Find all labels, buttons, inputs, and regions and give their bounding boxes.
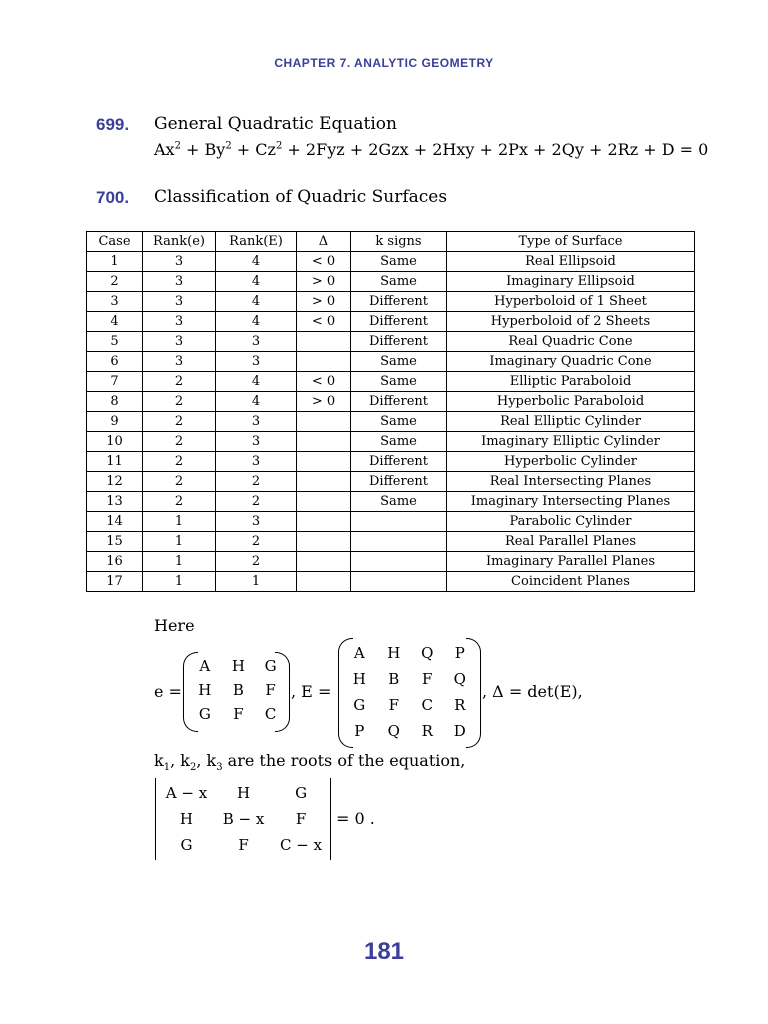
table-row <box>87 532 695 552</box>
table-row <box>87 392 695 412</box>
table-cell: 3 <box>143 252 216 272</box>
table-cell: < 0 <box>297 312 351 332</box>
table-cell: 16 <box>87 552 143 572</box>
table-cell: 8 <box>87 392 143 412</box>
table-cell: Same <box>351 272 447 292</box>
determinant-entry: G <box>295 784 308 802</box>
table-cell <box>297 412 351 432</box>
table-cell: 4 <box>216 252 297 272</box>
E-label: , E = <box>291 682 332 701</box>
table-cell: Hyperboloid of 2 Sheets <box>447 312 695 332</box>
page-number: 181 <box>363 938 405 965</box>
chapter-header: CHAPTER 7. ANALYTIC GEOMETRY <box>274 56 494 70</box>
table-cell: 2 <box>143 392 216 412</box>
table-cell: Parabolic Cylinder <box>447 512 695 532</box>
table-cell: 1 <box>143 512 216 532</box>
table-cell: 3 <box>216 512 297 532</box>
matrix-entry: R <box>421 722 433 740</box>
table-row <box>87 492 695 512</box>
table-cell: 5 <box>87 332 143 352</box>
matrix-entry: C <box>421 696 433 714</box>
table-cell: 2 <box>216 552 297 572</box>
determinant-entry: A − x <box>165 784 208 802</box>
table-cell: 15 <box>87 532 143 552</box>
table-cell: 11 <box>87 452 143 472</box>
table-cell: Real Parallel Planes <box>447 532 695 552</box>
table-cell: 12 <box>87 472 143 492</box>
matrix-entry: H <box>198 681 212 699</box>
table-cell: 1 <box>216 572 297 592</box>
table-cell: 3 <box>216 432 297 452</box>
table-cell: 4 <box>87 312 143 332</box>
table-cell: Imaginary Parallel Planes <box>447 552 695 572</box>
matrix-entry: A <box>199 657 211 675</box>
column-header: k signs <box>351 232 447 252</box>
table-cell: 2 <box>216 492 297 512</box>
table-cell: Imaginary Quadric Cone <box>447 352 695 372</box>
table-cell: 2 <box>143 492 216 512</box>
table-cell <box>297 352 351 372</box>
table-cell: 14 <box>87 512 143 532</box>
quadratic-equation: $Ax^2 + By^2 + Cz^2 + 2Fyz + 2Gzx + 2Hxy + 2Px + 2Qy + 2Rz + D = 0$ <box>154 140 709 159</box>
table-cell: 2 <box>143 412 216 432</box>
matrix-row <box>342 640 476 666</box>
section-number-700: 700. <box>96 188 130 207</box>
table-cell <box>297 332 351 352</box>
table-cell: 3 <box>87 292 143 312</box>
table-cell: Imaginary Elliptic Cylinder <box>447 432 695 452</box>
matrix-entry: H <box>352 670 366 688</box>
table-row <box>87 312 695 332</box>
table-cell: Real Elliptic Cylinder <box>447 412 695 432</box>
determinant-entry: G <box>180 836 193 854</box>
column-header: Δ <box>297 232 351 252</box>
table-cell: Coincident Planes <box>447 572 695 592</box>
matrix-row <box>342 666 476 692</box>
table-cell: 4 <box>216 312 297 332</box>
table-cell: Different <box>351 312 447 332</box>
table-cell <box>297 432 351 452</box>
table-row <box>87 352 695 372</box>
matrix-entry: H <box>231 657 245 675</box>
table-cell: Same <box>351 252 447 272</box>
section-title-699: General Quadratic Equation <box>154 114 397 134</box>
determinant-entry: H <box>237 784 251 802</box>
table-cell <box>297 572 351 592</box>
matrix-entry: B <box>388 670 400 688</box>
table-cell: Same <box>351 432 447 452</box>
table-cell: Real Quadric Cone <box>447 332 695 352</box>
determinant-bar-left <box>155 778 156 860</box>
table-cell: Different <box>351 392 447 412</box>
table-cell: > 0 <box>297 392 351 412</box>
table-cell: 3 <box>143 292 216 312</box>
matrix-entry: Q <box>387 722 400 740</box>
matrix-row <box>188 678 286 702</box>
table-cell: 2 <box>87 272 143 292</box>
matrix-row <box>342 692 476 718</box>
table-row <box>87 252 695 272</box>
table-cell: Elliptic Paraboloid <box>447 372 695 392</box>
table-cell: 3 <box>216 452 297 472</box>
column-header: Rank(E) <box>216 232 297 252</box>
table-cell <box>297 492 351 512</box>
determinant-bar-right <box>330 778 331 860</box>
matrix-entry: F <box>388 696 399 714</box>
table-cell: 3 <box>143 312 216 332</box>
table-cell: Same <box>351 352 447 372</box>
table-cell <box>297 512 351 532</box>
table-cell: 3 <box>143 352 216 372</box>
table-cell: 4 <box>216 392 297 412</box>
table-cell: 2 <box>143 372 216 392</box>
table-cell: 2 <box>216 532 297 552</box>
matrix-entry: H <box>387 644 401 662</box>
matrix-entry: F <box>233 705 244 723</box>
table-row <box>87 512 695 532</box>
table-cell: Hyperbolic Paraboloid <box>447 392 695 412</box>
matrix-entry: G <box>353 696 366 714</box>
table-cell: > 0 <box>297 292 351 312</box>
table-cell: Different <box>351 292 447 312</box>
matrix-entry: Q <box>453 670 466 688</box>
table-cell: Different <box>351 452 447 472</box>
table-row <box>87 332 695 352</box>
matrix-entry: F <box>422 670 433 688</box>
table-cell: 3 <box>216 412 297 432</box>
table-cell <box>351 532 447 552</box>
determinant-matrix <box>158 780 330 858</box>
table-row <box>87 472 695 492</box>
table-cell: Imaginary Intersecting Planes <box>447 492 695 512</box>
table-row <box>87 572 695 592</box>
matrix-row <box>188 654 286 678</box>
table-cell: Same <box>351 492 447 512</box>
right-paren <box>466 638 481 748</box>
delta-definition: , Δ = det(E), <box>482 682 583 701</box>
determinant-entry: F <box>295 810 307 828</box>
roots-statement: $k_1$, $k_2$, $k_3$ are the roots of the equation, <box>154 751 466 774</box>
matrix-entry: F <box>265 681 276 699</box>
table-cell: 4 <box>216 372 297 392</box>
table-cell: Hyperboloid of 1 Sheet <box>447 292 695 312</box>
table-header-row <box>87 232 695 252</box>
column-header: Rank(e) <box>143 232 216 252</box>
matrix-entry: Q <box>421 644 434 662</box>
matrix-row <box>158 832 330 858</box>
table-cell <box>297 532 351 552</box>
matrix-entry: P <box>354 722 365 740</box>
determinant-entry: H <box>179 810 194 828</box>
table-cell: 1 <box>87 252 143 272</box>
right-paren <box>275 652 290 732</box>
matrix-row <box>342 718 476 744</box>
table-cell: 3 <box>143 272 216 292</box>
matrix-entry: C <box>264 705 277 723</box>
table-row <box>87 452 695 472</box>
table-cell: 2 <box>143 452 216 472</box>
E-matrix <box>342 640 476 744</box>
matrix-row <box>158 780 330 806</box>
table-row <box>87 272 695 292</box>
table-row <box>87 412 695 432</box>
table-row <box>87 372 695 392</box>
determinant-rhs: = 0 . <box>336 809 375 828</box>
table-cell: < 0 <box>297 372 351 392</box>
table-row <box>87 432 695 452</box>
table-cell: 1 <box>143 572 216 592</box>
table-cell: Hyperbolic Cylinder <box>447 452 695 472</box>
table-cell: 2 <box>143 472 216 492</box>
e-label: e = <box>154 682 182 701</box>
determinant-entry: F <box>238 836 249 854</box>
table-cell: > 0 <box>297 272 351 292</box>
column-header: Case <box>87 232 143 252</box>
table-cell: Imaginary Ellipsoid <box>447 272 695 292</box>
table-cell <box>297 472 351 492</box>
table-cell: Real Intersecting Planes <box>447 472 695 492</box>
determinant-entry: B − x <box>222 810 265 828</box>
matrix-entry: B <box>232 681 244 699</box>
table-cell: 17 <box>87 572 143 592</box>
matrix-entry: P <box>454 644 465 662</box>
table-cell: 9 <box>87 412 143 432</box>
table-cell: 4 <box>216 292 297 312</box>
table-cell <box>351 512 447 532</box>
table-cell: 13 <box>87 492 143 512</box>
table-cell: Different <box>351 332 447 352</box>
table-cell: Different <box>351 472 447 492</box>
matrix-row <box>158 806 330 832</box>
e-matrix <box>188 654 286 726</box>
table-cell: 10 <box>87 432 143 452</box>
section-title-700: Classification of Quadric Surfaces <box>154 187 448 207</box>
table-cell: 1 <box>143 532 216 552</box>
table-cell <box>297 452 351 472</box>
table-row <box>87 292 695 312</box>
quadric-classification-table <box>86 231 695 592</box>
here-label: Here <box>154 616 195 635</box>
table-cell: 1 <box>143 552 216 572</box>
table-cell: Same <box>351 372 447 392</box>
table-cell: < 0 <box>297 252 351 272</box>
table-cell <box>297 552 351 572</box>
determinant-entry: C − x <box>280 836 323 854</box>
matrix-entry: R <box>454 696 466 714</box>
matrix-row <box>188 702 286 726</box>
table-cell: 7 <box>87 372 143 392</box>
table-cell: 2 <box>143 432 216 452</box>
table-cell: 4 <box>216 272 297 292</box>
table-cell: Real Ellipsoid <box>447 252 695 272</box>
table-cell: 6 <box>87 352 143 372</box>
table-cell: 3 <box>216 352 297 372</box>
column-header: Type of Surface <box>447 232 695 252</box>
table-cell: 3 <box>143 332 216 352</box>
section-number-699: 699. <box>96 115 130 134</box>
table-cell <box>351 552 447 572</box>
matrix-entry: A <box>353 644 365 662</box>
matrix-entry: G <box>198 705 211 723</box>
matrix-entry: G <box>264 657 277 675</box>
table-cell: 3 <box>216 332 297 352</box>
table-row <box>87 552 695 572</box>
table-cell: Same <box>351 412 447 432</box>
matrix-entry: D <box>453 722 466 740</box>
table-cell: 2 <box>216 472 297 492</box>
table-cell <box>351 572 447 592</box>
